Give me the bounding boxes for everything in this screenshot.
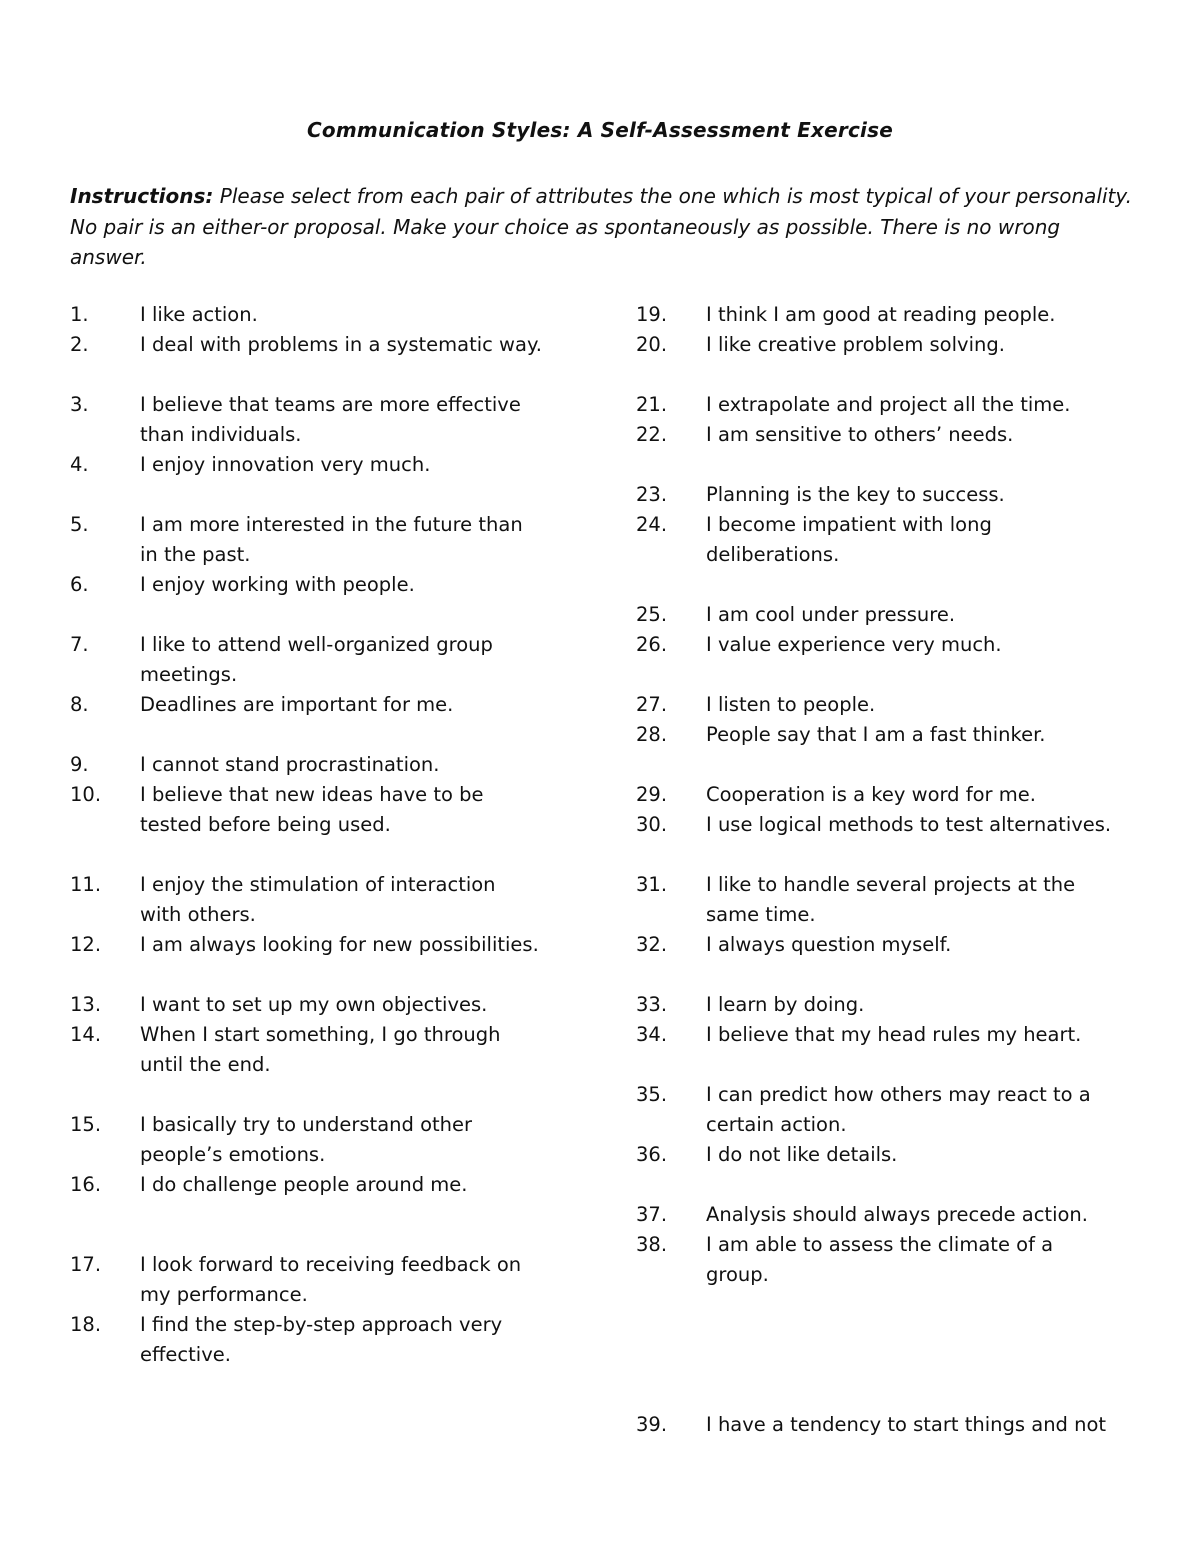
statement-line: I like creative problem solving. — [706, 333, 1005, 356]
statement-text — [140, 750, 439, 780]
statement-line: I always question myself. — [706, 933, 952, 956]
statement-line: I deal with problems in a systematic way. — [140, 333, 542, 356]
statement-line: I am sensitive to others’ needs. — [706, 423, 1014, 446]
statement-line: I do not like details. — [706, 1143, 898, 1166]
statement-line: I cannot stand procrastination. — [140, 753, 440, 776]
statement-number: 14. — [70, 1023, 102, 1046]
statement-number: 36. — [636, 1143, 668, 1166]
statement-number: 7. — [70, 633, 89, 656]
instructions-text: Please select from each pair of attributes the one which is most typical of your personality. No pair is an either-or proposal. Make your choice as spontaneously as possible. There is no wrong answer. — [70, 184, 1132, 269]
statement-number: 6. — [70, 573, 89, 596]
statement-number: 25. — [636, 603, 668, 626]
statement-line: I believe that new ideas have to be — [140, 783, 484, 806]
statement-line: with others. — [140, 903, 256, 926]
statement-number: 20. — [636, 333, 668, 356]
statement-number: 21. — [636, 393, 668, 416]
statement-number: 11. — [70, 873, 102, 896]
statement-line: I believe that my head rules my heart. — [706, 1023, 1082, 1046]
statement-text — [140, 930, 539, 960]
page-title: Communication Styles: A Self-Assessment Exercise — [307, 118, 893, 142]
statement-number: 34. — [636, 1023, 668, 1046]
statement-number: 2. — [70, 333, 89, 356]
statement-number: 4. — [70, 453, 89, 476]
statement-line: I enjoy working with people. — [140, 573, 415, 596]
statement-number: 29. — [636, 783, 668, 806]
statement-line: People say that I am a fast thinker. — [706, 723, 1046, 746]
instructions-paragraph — [70, 181, 1140, 273]
statement-line: I become impatient with long — [706, 513, 992, 536]
statement-line: group. — [706, 1263, 769, 1286]
statement-text — [706, 1140, 897, 1170]
statement-line: I am always looking for new possibilities. — [140, 933, 539, 956]
statement-text — [706, 330, 1005, 360]
statement-text — [706, 480, 1005, 510]
statement-text — [706, 630, 1002, 660]
statement-number: 13. — [70, 993, 102, 1016]
statement-text — [706, 1020, 1081, 1050]
statement-text — [140, 1170, 468, 1200]
statement-number: 16. — [70, 1173, 102, 1196]
statement-text — [706, 930, 951, 960]
statement-text — [140, 1110, 472, 1170]
statement-text — [140, 1250, 521, 1310]
statement-line: I listen to people. — [706, 693, 876, 716]
statement-text — [140, 450, 430, 480]
statement-text — [706, 1410, 1106, 1440]
statement-line: I believe that teams are more effective — [140, 393, 521, 416]
statement-line: meetings. — [140, 663, 238, 686]
statement-text — [140, 1020, 500, 1080]
statement-text — [706, 810, 1111, 840]
statement-line: my performance. — [140, 1283, 308, 1306]
statement-text — [140, 300, 258, 330]
statement-line: in the past. — [140, 543, 251, 566]
statement-line: I look forward to receiving feedback on — [140, 1253, 522, 1276]
statement-line: I think I am good at reading people. — [706, 303, 1056, 326]
statement-line: people’s emotions. — [140, 1143, 326, 1166]
statement-number: 3. — [70, 393, 89, 416]
statement-text — [706, 780, 1036, 810]
statement-number: 19. — [636, 303, 668, 326]
statement-number: 22. — [636, 423, 668, 446]
statement-text — [140, 630, 493, 690]
statement-text — [140, 390, 521, 450]
statement-line: tested before being used. — [140, 813, 391, 836]
statement-line: I am cool under pressure. — [706, 603, 956, 626]
statement-number: 26. — [636, 633, 668, 656]
statement-number: 23. — [636, 483, 668, 506]
statement-line: I am more interested in the future than — [140, 513, 523, 536]
statement-number: 38. — [636, 1233, 668, 1256]
statement-line: Analysis should always precede action. — [706, 1203, 1088, 1226]
statement-line: certain action. — [706, 1113, 847, 1136]
statement-line: I like to attend well-organized group — [140, 633, 493, 656]
statement-number: 8. — [70, 693, 89, 716]
statement-number: 27. — [636, 693, 668, 716]
statement-text — [140, 870, 496, 930]
statement-text — [140, 330, 542, 360]
statement-text — [706, 1230, 1053, 1290]
statement-text — [706, 990, 864, 1020]
statement-line: I value experience very much. — [706, 633, 1002, 656]
statement-line: Deadlines are important for me. — [140, 693, 454, 716]
statement-number: 24. — [636, 513, 668, 536]
statement-line: I basically try to understand other — [140, 1113, 473, 1136]
statement-text — [706, 420, 1013, 450]
statement-text — [706, 600, 955, 630]
statement-text — [706, 870, 1075, 930]
statement-line: Cooperation is a key word for me. — [706, 783, 1036, 806]
statement-text — [706, 300, 1056, 330]
statement-number: 9. — [70, 753, 89, 776]
statement-line: I learn by doing. — [706, 993, 865, 1016]
statement-line: I am able to assess the climate of a — [706, 1233, 1054, 1256]
statement-line: until the end. — [140, 1053, 271, 1076]
statement-number: 28. — [636, 723, 668, 746]
statement-number: 12. — [70, 933, 102, 956]
statement-text — [706, 1200, 1088, 1230]
instructions-label: Instructions: — [70, 184, 214, 208]
statement-line: deliberations. — [706, 543, 840, 566]
statement-text — [706, 390, 1070, 420]
statement-text — [706, 720, 1046, 750]
statement-number: 33. — [636, 993, 668, 1016]
statement-line: I use logical methods to test alternatives. — [706, 813, 1112, 836]
statement-text — [140, 780, 484, 840]
statement-text — [140, 510, 523, 570]
statement-line: I like to handle several projects at the — [706, 873, 1076, 896]
statement-text — [140, 1310, 502, 1370]
statement-line: I extrapolate and project all the time. — [706, 393, 1071, 416]
statement-text — [706, 690, 875, 720]
statement-number: 35. — [636, 1083, 668, 1106]
statement-line: I like action. — [140, 303, 258, 326]
statement-text — [140, 570, 415, 600]
statement-line: I enjoy the stimulation of interaction — [140, 873, 496, 896]
statement-line: I can predict how others may react to a — [706, 1083, 1091, 1106]
statement-line: I want to set up my own objectives. — [140, 993, 488, 1016]
statement-number: 5. — [70, 513, 89, 536]
statement-line: I find the step-by-step approach very — [140, 1313, 503, 1336]
statement-text — [140, 690, 453, 720]
statement-number: 32. — [636, 933, 668, 956]
statement-text — [706, 510, 992, 570]
statement-number: 39. — [636, 1413, 668, 1436]
statement-number: 18. — [70, 1313, 102, 1336]
statement-line: When I start something, I go through — [140, 1023, 501, 1046]
statement-number: 10. — [70, 783, 102, 806]
statement-line: same time. — [706, 903, 816, 926]
statement-text — [140, 990, 487, 1020]
statement-line: than individuals. — [140, 423, 302, 446]
statement-line: Planning is the key to success. — [706, 483, 1005, 506]
statement-text — [706, 1080, 1091, 1140]
statement-line: I enjoy innovation very much. — [140, 453, 431, 476]
statement-number: 15. — [70, 1113, 102, 1136]
statement-line: I do challenge people around me. — [140, 1173, 468, 1196]
statement-number: 37. — [636, 1203, 668, 1226]
statement-number: 17. — [70, 1253, 102, 1276]
statement-number: 1. — [70, 303, 89, 326]
statement-line: I have a tendency to start things and not — [706, 1413, 1107, 1436]
statement-number: 30. — [636, 813, 668, 836]
statement-number: 31. — [636, 873, 668, 896]
statement-line: effective. — [140, 1343, 231, 1366]
